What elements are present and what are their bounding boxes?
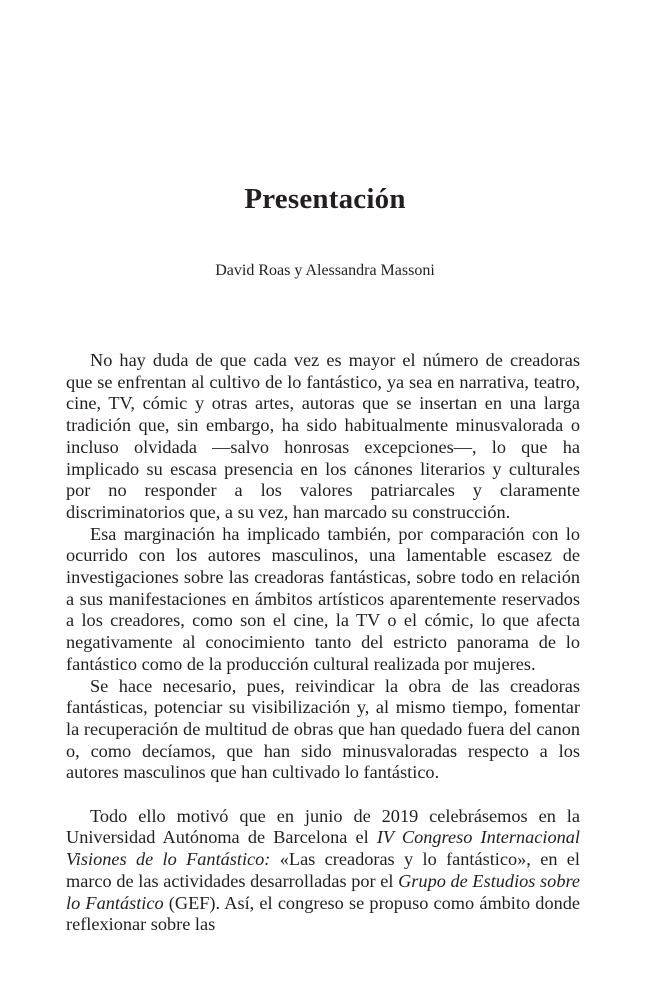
authors-line: David Roas y Alessandra Massoni bbox=[215, 262, 435, 279]
research-group-name: Grupo de Estudios sobre lo Fantástico bbox=[66, 870, 581, 913]
page-title: Presentación bbox=[244, 183, 406, 215]
paragraph-4 bbox=[66, 806, 580, 936]
body-text bbox=[66, 350, 580, 936]
paragraph-4-text-1: Todo ello motivó que en junio de 2019 celebrásemos en la Universidad Autónoma de Barcelona el bbox=[66, 805, 580, 848]
paragraph-1: No hay duda de que cada vez es mayor el número de creadoras que se enfrentan al cultivo de lo fantástico, ya sea en narrativa, teatro, cine, TV, cómic y otras artes, autoras que se insertan en una larga tradición que, sin embargo, ha sido habitualmente minusvalorada o incluso olvidada —salvo honrosas excepciones—, lo que ha implicado su escasa presencia en los cánones literarios y culturales por no responder a los valores patriarcales y claramente discriminatorios que, a su vez, han marcado su construcción. bbox=[66, 350, 580, 522]
congress-name: IV Congreso Internacional Visiones de lo Fantástico: bbox=[66, 827, 581, 870]
paragraph-4-text-3: (GEF). Así, el congreso se propuso como ámbito donde reflexionar sobre las bbox=[66, 892, 580, 935]
paragraph-2: Esa marginación ha implicado también, por comparación con lo ocurrido con los autores masculinos, una lamentable escasez de investigaciones sobre las creadoras fantásticas, sobre todo en relación a sus manifestaciones en ámbitos artísticos aparentemente reservados a los creadores, como son el cine, la TV o el cómic, lo que afecta negativamente al conocimiento tanto del estricto panorama de lo fantástico como de la producción cultural realizada por mujeres. bbox=[66, 523, 580, 674]
paragraph-4-text-2: «Las creadoras y lo fantástico», en el marco de las actividades desarrolladas por el bbox=[66, 849, 581, 891]
paragraph-3: Se hace necesario, pues, reivindicar la obra de las creadoras fantásticas, potenciar su visibilización y, al mismo tiempo, fomentar la recuperación de multitud de obras que han quedado fuera del canon o, como decíamos, que han sido minusvaloradas respecto a los autores masculinos que han cultivado lo fantástico. bbox=[66, 675, 580, 783]
